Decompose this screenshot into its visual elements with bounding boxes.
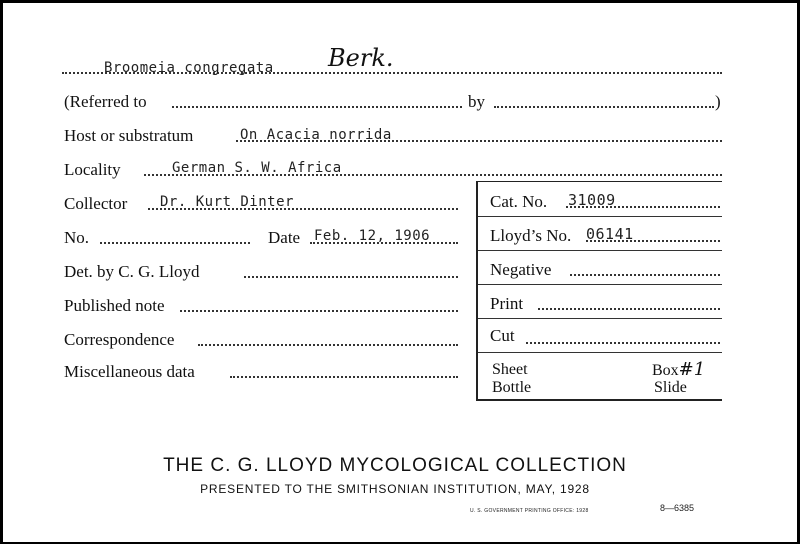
host-label: Host or substratum <box>64 126 194 145</box>
by-label: by <box>468 92 485 111</box>
print-label: Print <box>490 294 524 313</box>
det-line <box>244 276 458 278</box>
no-label: No. <box>64 228 90 247</box>
bottle-label: Bottle <box>492 379 532 396</box>
collection-title: THE C. G. LLOYD MYCOLOGICAL COLLECTION <box>163 455 627 476</box>
misc-label: Miscellaneous data <box>64 362 195 381</box>
box-divider <box>478 216 722 217</box>
date-value: Feb. 12, 1906 <box>314 228 431 244</box>
box-divider <box>478 284 722 285</box>
published-label: Published note <box>64 296 165 315</box>
locality-value: German S. W. Africa <box>172 160 342 176</box>
slide-label: Slide <box>654 379 687 396</box>
print-line <box>538 308 720 310</box>
cut-label: Cut <box>490 326 515 345</box>
collection-subtitle: PRESENTED TO THE SMITHSONIAN INSTITUTION, MAY, 1928 <box>200 482 590 496</box>
box-divider <box>478 352 722 353</box>
referred-to-line <box>172 106 462 108</box>
specimen-name: Broomeia congregata <box>104 60 274 76</box>
cat-no-value: 31009 <box>568 191 616 209</box>
published-line <box>180 310 458 312</box>
negative-line <box>570 274 720 276</box>
box-divider <box>478 318 722 319</box>
misc-line <box>230 376 458 378</box>
box-top-border <box>476 181 722 182</box>
host-value: On Acacia norrida <box>240 127 392 143</box>
cat-no-label: Cat. No. <box>490 192 548 211</box>
correspondence-line <box>198 344 458 346</box>
det-label: Det. by C. G. Lloyd <box>64 262 200 281</box>
no-line <box>100 242 250 244</box>
form-number: 8—6385 <box>660 503 695 513</box>
correspondence-label: Correspondence <box>64 330 175 349</box>
scan-edge-top <box>0 0 800 3</box>
printer-imprint: U. S. GOVERNMENT PRINTING OFFICE: 1928 <box>470 508 589 514</box>
box-value-handwritten: #1 <box>678 359 706 380</box>
by-line <box>494 106 714 108</box>
collector-value: Dr. Kurt Dinter <box>160 194 294 210</box>
lloyds-no-value: 06141 <box>586 225 634 243</box>
sheet-label: Sheet <box>492 361 528 378</box>
collector-label: Collector <box>64 194 128 213</box>
locality-label: Locality <box>64 160 121 179</box>
cut-line <box>526 342 720 344</box>
box-left-border <box>476 182 478 400</box>
lloyds-no-label: Lloyd’s No. <box>490 226 572 245</box>
box-label: Box <box>652 362 679 379</box>
author-handwritten: Berk. <box>328 44 394 72</box>
negative-label: Negative <box>490 260 552 279</box>
box-divider <box>478 250 722 251</box>
referred-to-label: (Referred to <box>64 92 147 111</box>
box-bottom-border <box>476 399 722 401</box>
by-close-paren: ) <box>715 92 721 111</box>
date-label: Date <box>268 228 301 247</box>
